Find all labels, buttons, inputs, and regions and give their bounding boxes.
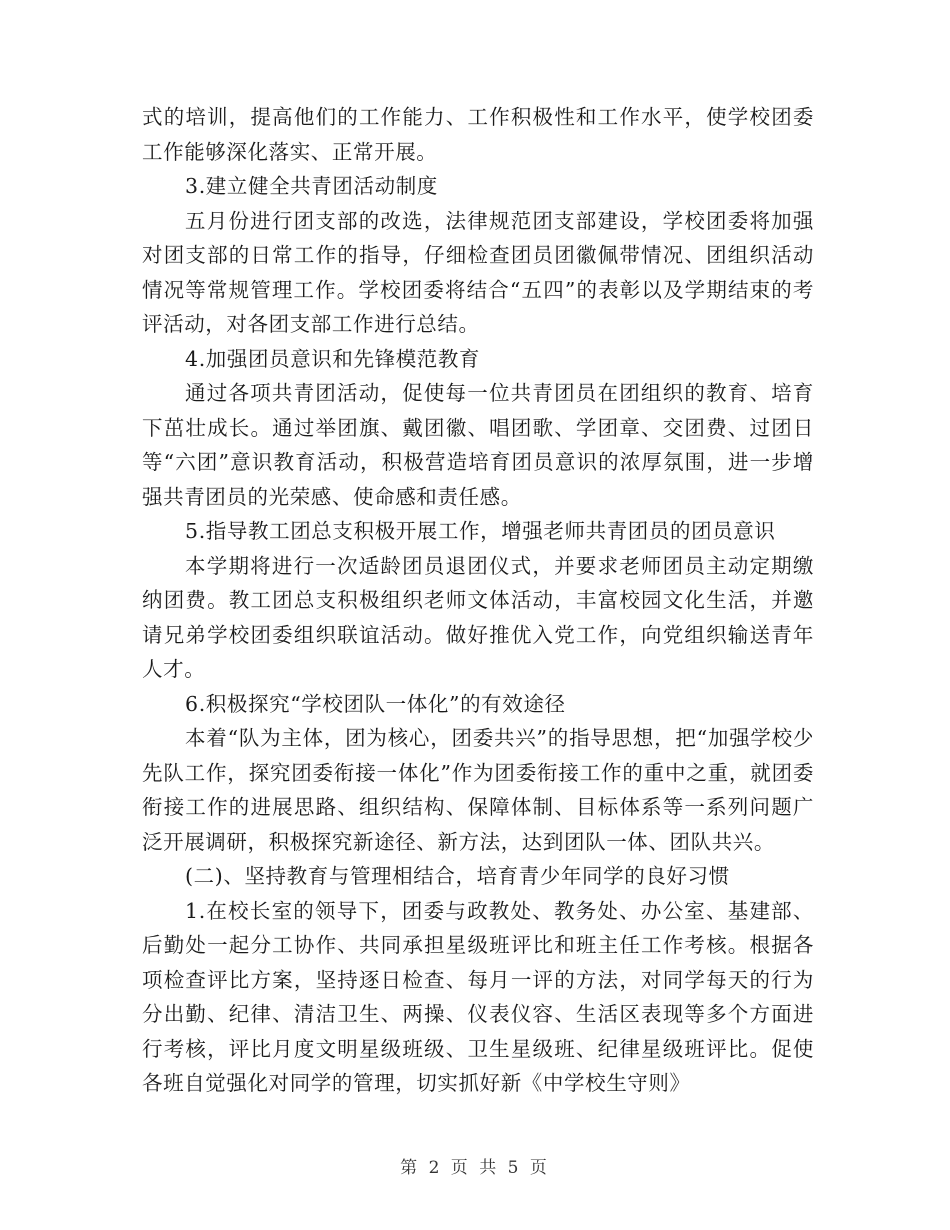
paragraph: 1.在校长室的领导下，团委与政教处、教务处、办公室、基建部、后勤处一起分工协作、共同承担星级班评比和班主任工作考核。根据各项检查评比方案，坚持逐日检查、每月一评的方法，对同学每天的行为分出勤、纪律、清洁卫生、两操、仪表仪容、生活区表现等多个方面进行考核，评比月度文明星级班级、卫生星级班、纪律星级班评比。促使各班自觉强化对同学的管理，切实抓好新《中学校生守则》 <box>142 898 814 1095</box>
section-heading-6: 6.积极探究“学校团队一体化”的有效途径 <box>185 691 566 716</box>
paragraph: 五月份进行团支部的改选，法律规范团支部建设，学校团委将加强对团支部的日常工作的指导，仔细检查团员团徽佩带情况、团组织活动情况等常规管理工作。学校团委将结合“五四”的表彰以及学期结束的考评活动，对各团支部工作进行总结。 <box>142 208 814 336</box>
section-heading-5: 5.指导教工团总支积极开展工作，增强老师共青团员的团员意识 <box>185 519 776 543</box>
section-heading-3: 3.建立健全共青团活动制度 <box>185 174 438 198</box>
document-body <box>142 100 814 1101</box>
paragraph: 通过各项共青团活动，促使每一位共青团员在团组织的教育、培育下茁壮成长。通过举团旗、戴团徽、唱团歌、学团章、交团费、过团日等“六团”意识教育活动，积极营造培育团员意识的浓厚氛围，进一步增强共青团员的光荣感、使命感和责任感。 <box>142 381 814 509</box>
page-number-footer: 第 2 页 共 5 页 <box>400 1158 550 1178</box>
paragraph: 本着“队为主体，团为核心，团委共兴”的指导思想，把“加强学校少先队工作，探究团委衔接一体化”作为团委衔接工作的重中之重，就团委衔接工作的进展思路、组织结构、保障体制、目标体系等一系列问题广泛开展调研，积极探究新途径、新方法，达到团队一体、团队共兴。 <box>142 726 814 854</box>
paragraph-continuation: 式的培训，提高他们的工作能力、工作积极性和工作水平，使学校团委工作能够深化落实、正常开展。 <box>142 105 814 164</box>
paragraph: 本学期将进行一次适龄团员退团仪式，并要求老师团员主动定期缴纳团费。教工团总支积极组织老师文体活动，丰富校园文化生活，并邀请兄弟学校团委组织联谊活动。做好推优入党工作，向党组织输送青年人才。 <box>142 553 814 681</box>
section-heading-part-2: (二)、坚持教育与管理相结合，培育青少年同学的良好习惯 <box>185 864 730 888</box>
section-heading-4: 4.加强团员意识和先锋模范教育 <box>185 346 481 371</box>
